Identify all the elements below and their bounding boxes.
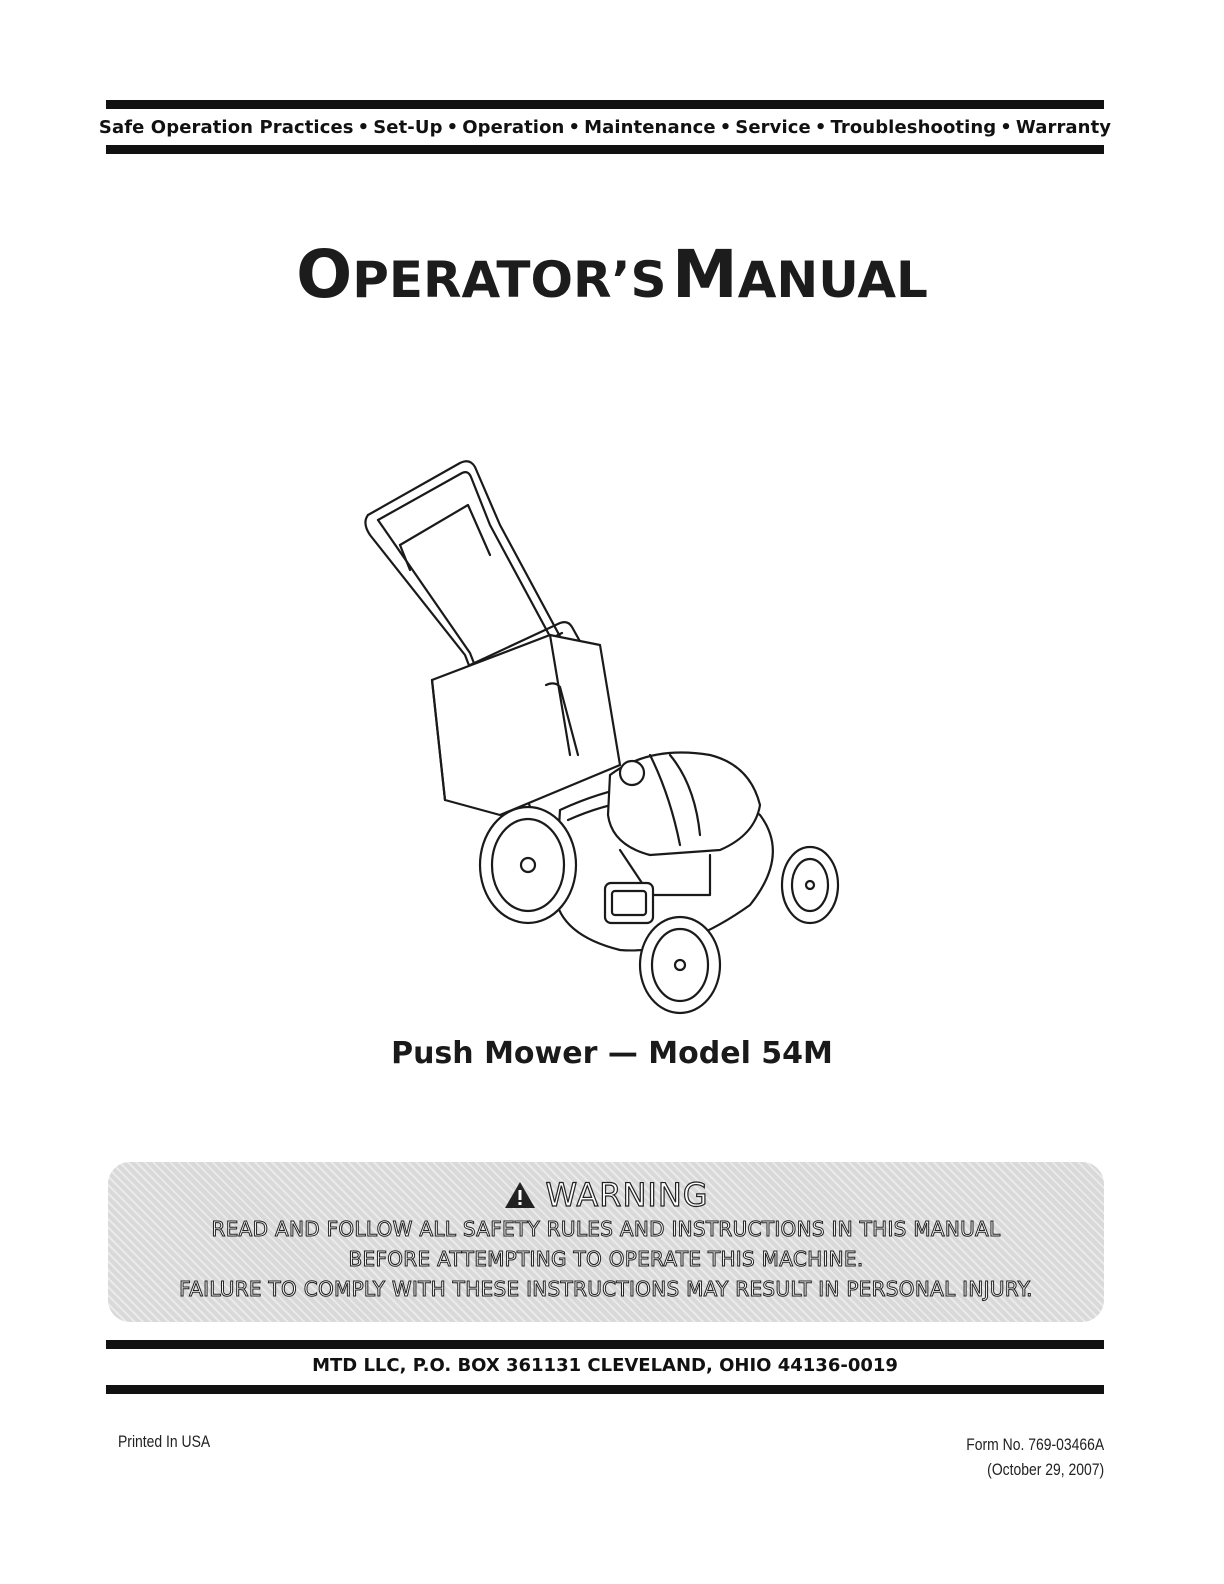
top-rule-upper: [106, 100, 1104, 109]
warning-line: FAILURE TO COMPLY WITH THESE INSTRUCTIONS MAY RESULT IN PERSONAL INJURY.: [179, 1277, 1033, 1301]
bullet-separator: •: [568, 116, 581, 138]
bottom-rule-lower: [106, 1385, 1104, 1394]
printed-in: Printed In USA: [118, 1432, 211, 1451]
bullet-separator: •: [719, 116, 732, 138]
warning-line: READ AND FOLLOW ALL SAFETY RULES AND INSTRUCTIONS IN THIS MANUAL: [211, 1217, 1001, 1241]
topic-troubleshooting: Troubleshooting: [830, 116, 997, 138]
lawn-mower-icon: [350, 455, 850, 1015]
warning-triangle-icon: [503, 1180, 537, 1210]
company-address: MTD LLC, P.O. BOX 361131 CLEVELAND, OHIO 44136-0019: [312, 1355, 898, 1376]
manual-title: [0, 236, 1224, 313]
title-word1-rest: PERATOR’S: [352, 251, 667, 309]
warning-heading: [108, 1176, 1104, 1214]
title-word2-rest: ANUAL: [737, 251, 928, 309]
warning-box: [108, 1162, 1104, 1322]
model-subtitle: Push Mower — Model 54M: [391, 1036, 833, 1071]
topic-maintenance: Maintenance: [584, 116, 716, 138]
warning-heading-text: WARNING: [545, 1176, 709, 1214]
topic-warranty: Warranty: [1015, 116, 1112, 138]
top-rule-lower: [106, 145, 1104, 154]
title-cap-m: M: [672, 236, 738, 313]
form-info: [966, 1432, 1104, 1482]
form-number: Form No. 769-03466A: [966, 1435, 1104, 1454]
title-cap-o: O: [296, 236, 353, 313]
topic-set-up: Set-Up: [373, 116, 443, 138]
warning-line: BEFORE ATTEMPTING TO OPERATE THIS MACHINE.: [348, 1247, 864, 1271]
topic-safe-operation: Safe Operation Practices: [98, 116, 354, 138]
bottom-rule-upper: [106, 1340, 1104, 1349]
form-date: (October 29, 2007): [986, 1460, 1104, 1479]
topics-line: [98, 112, 1112, 142]
bullet-separator: •: [814, 116, 827, 138]
bullet-separator: •: [446, 116, 459, 138]
bullet-separator: •: [357, 116, 370, 138]
bullet-separator: •: [1000, 116, 1012, 138]
topic-service: Service: [735, 116, 811, 138]
topic-operation: Operation: [462, 116, 565, 138]
